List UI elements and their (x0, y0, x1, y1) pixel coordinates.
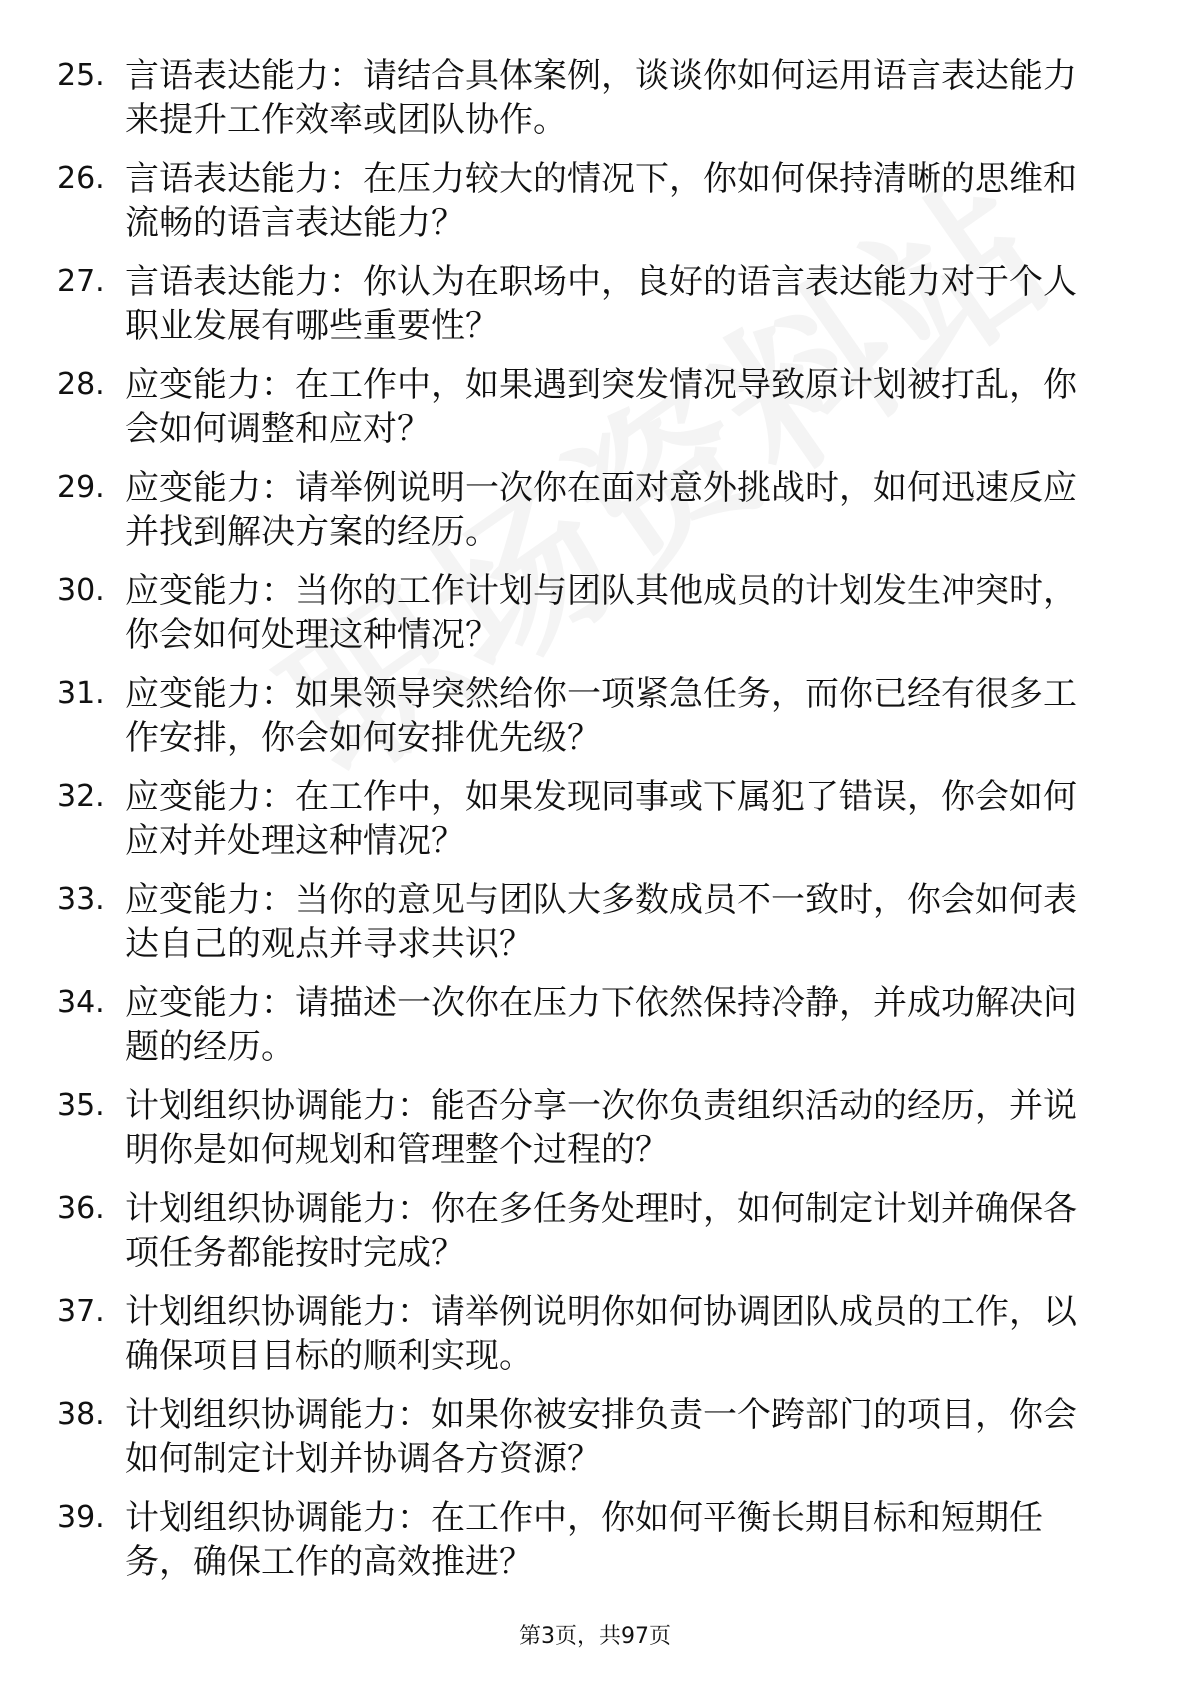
item-text: 应变能力：当你的工作计划与团队其他成员的计划发生冲突时，你会如何处理这种情况？ (125, 571, 1077, 655)
list-item (0, 565, 1190, 668)
item-text: 言语表达能力：请结合具体案例，谈谈你如何运用语言表达能力来提升工作效率或团队协作。 (125, 56, 1077, 140)
item-text: 言语表达能力：在压力较大的情况下，你如何保持清晰的思维和流畅的语言表达能力？ (125, 159, 1077, 243)
item-number: 28. (57, 367, 105, 402)
list-item (0, 771, 1190, 874)
list-item (0, 256, 1190, 359)
question-list (0, 50, 1190, 1595)
item-number: 26. (57, 161, 105, 196)
item-number: 39. (57, 1500, 105, 1535)
item-text: 计划组织协调能力：你在多任务处理时，如何制定计划并确保各项任务都能按时完成？ (125, 1189, 1077, 1273)
list-item (0, 1389, 1190, 1492)
item-number: 35. (57, 1088, 105, 1123)
page-footer: 第3页，共97页 (519, 1624, 671, 1649)
item-text: 应变能力：请举例说明一次你在面对意外挑战时，如何迅速反应并找到解决方案的经历。 (125, 468, 1077, 552)
list-item (0, 668, 1190, 771)
item-text: 应变能力：在工作中，如果遇到突发情况导致原计划被打乱，你会如何调整和应对？ (125, 365, 1077, 449)
item-number: 30. (57, 573, 105, 608)
item-number: 36. (57, 1191, 105, 1226)
item-number: 25. (57, 58, 105, 93)
item-text: 计划组织协调能力：如果你被安排负责一个跨部门的项目，你会如何制定计划并协调各方资源？ (125, 1395, 1077, 1479)
item-number: 33. (57, 882, 105, 917)
list-item (0, 977, 1190, 1080)
item-text: 应变能力：在工作中，如果发现同事或下属犯了错误，你会如何应对并处理这种情况？ (125, 777, 1077, 861)
list-item (0, 462, 1190, 565)
item-number: 29. (57, 470, 105, 505)
item-number: 34. (57, 985, 105, 1020)
item-text: 计划组织协调能力：在工作中，你如何平衡长期目标和短期任务，确保工作的高效推进？ (125, 1498, 1043, 1582)
item-number: 38. (57, 1397, 105, 1432)
list-item (0, 359, 1190, 462)
list-item (0, 50, 1190, 153)
list-item (0, 1286, 1190, 1389)
item-text: 言语表达能力：你认为在职场中，良好的语言表达能力对于个人职业发展有哪些重要性？ (125, 262, 1077, 346)
list-item (0, 874, 1190, 977)
item-text: 计划组织协调能力：请举例说明你如何协调团队成员的工作，以确保项目目标的顺利实现。 (125, 1292, 1077, 1376)
list-item (0, 1492, 1190, 1595)
item-text: 应变能力：如果领导突然给你一项紧急任务，而你已经有很多工作安排，你会如何安排优先级？ (125, 674, 1077, 758)
item-number: 31. (57, 676, 105, 711)
item-text: 应变能力：当你的意见与团队大多数成员不一致时，你会如何表达自己的观点并寻求共识？ (125, 880, 1077, 964)
list-item (0, 153, 1190, 256)
item-number: 32. (57, 779, 105, 814)
item-text: 应变能力：请描述一次你在压力下依然保持冷静，并成功解决问题的经历。 (125, 983, 1077, 1067)
list-item (0, 1080, 1190, 1183)
item-number: 37. (57, 1294, 105, 1329)
list-item (0, 1183, 1190, 1286)
item-text: 计划组织协调能力：能否分享一次你负责组织活动的经历，并说明你是如何规划和管理整个过程的？ (125, 1086, 1077, 1170)
item-number: 27. (57, 264, 105, 299)
